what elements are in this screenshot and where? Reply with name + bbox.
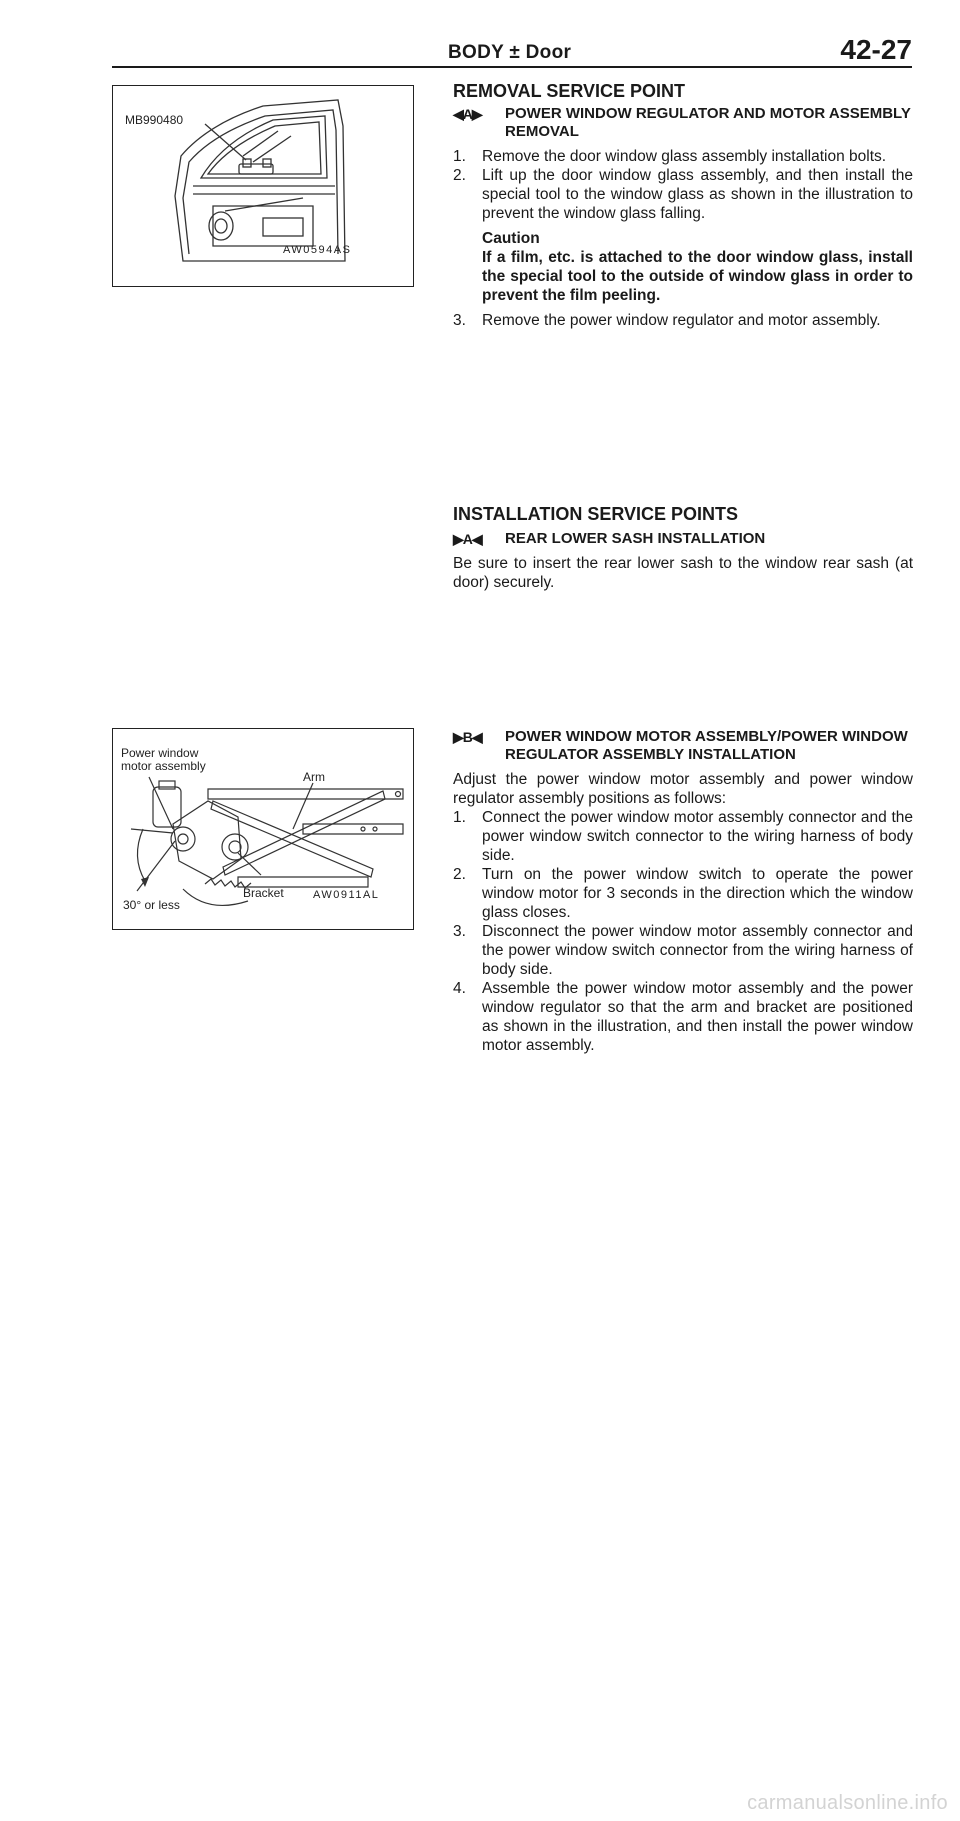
- step-text: Remove the door window glass assembly installation bolts.: [482, 148, 887, 165]
- page-header: [112, 30, 912, 68]
- installation-b-title: POWER WINDOW MOTOR ASSEMBLY/POWER WINDOW REGULATOR ASSEMBLY INSTALLATION: [505, 728, 908, 763]
- installation-b-intro: Adjust the power window motor assembly and power window regulator assembly positions as follows:: [453, 771, 913, 807]
- step-number: 3.: [453, 923, 466, 940]
- removal-step-3: [453, 311, 913, 330]
- caution-title: Caution: [482, 230, 540, 247]
- removal-subheading: [453, 105, 913, 141]
- step-text: Lift up the door window glass assembly, and then install the special tool to the window glass as shown in the illustration to prevent the window glass falling.: [482, 167, 913, 222]
- installation-a-mark: ▶A◀: [453, 531, 482, 547]
- section-title: BODY ± Door: [448, 42, 572, 63]
- figure-regulator-motor: [112, 728, 414, 930]
- installation-a-text: Be sure to insert the rear lower sash to the window rear sash (at door) securely.: [453, 555, 913, 591]
- installation-heading: INSTALLATION SERVICE POINTS: [453, 504, 739, 524]
- step-number: 3.: [453, 312, 466, 329]
- step-text: Connect the power window motor assembly connector and the power window switch connector to the wiring harness of body side.: [482, 809, 913, 864]
- special-tool-label: MB990480: [125, 113, 184, 127]
- removal-heading: REMOVAL SERVICE POINT: [453, 81, 686, 101]
- step-text: Disconnect the power window motor assembly connector and the power window switch connector from the wiring harness of body side.: [482, 923, 913, 978]
- installation-step-1: [453, 808, 913, 865]
- installation-section: [453, 505, 913, 592]
- step-number: 2.: [453, 167, 466, 184]
- figure-door-special-tool: [112, 85, 414, 287]
- step-number: 1.: [453, 148, 466, 165]
- installation-step-4: [453, 979, 913, 1055]
- installation-step-3: [453, 922, 913, 979]
- step-text: Remove the power window regulator and motor assembly.: [482, 312, 881, 329]
- step-text: Turn on the power window switch to operate the power window motor for 3 seconds in the direction which the window glass closes.: [482, 866, 913, 921]
- caution-text: If a film, etc. is attached to the door window glass, install the special tool to the outside of window glass in order to prevent the film peeling.: [482, 249, 913, 304]
- removal-step-1: [453, 147, 913, 166]
- installation-step-2: [453, 865, 913, 922]
- installation-a-title: REAR LOWER SASH INSTALLATION: [505, 530, 766, 547]
- caution-note: [453, 229, 913, 305]
- installation-b-subheading: [453, 728, 913, 764]
- removal-subtitle: POWER WINDOW REGULATOR AND MOTOR ASSEMBLY REMOVAL: [505, 105, 911, 140]
- bracket-label: Bracket: [243, 886, 284, 900]
- angle-label: 30° or less: [123, 898, 180, 912]
- step-number: 1.: [453, 809, 466, 826]
- figure-code: AW0911AL: [313, 889, 380, 901]
- page-number: 42-27: [840, 34, 912, 65]
- removal-section: [453, 82, 913, 330]
- watermark: carmanualsonline.info: [747, 1792, 948, 1814]
- installation-b-mark: ▶B◀: [453, 729, 482, 745]
- installation-a-subheading: [453, 530, 913, 548]
- removal-mark: ◀A▶: [453, 106, 482, 122]
- motor-assembly-label-text: Power window motor assembly: [121, 746, 206, 773]
- step-number: 2.: [453, 866, 466, 883]
- installation-b-section: [453, 728, 913, 1055]
- step-text: Assemble the power window motor assembly and the power window regulator so that the arm and bracket are positioned as shown in the illustration, and then install the power window motor assembly.: [482, 980, 913, 1054]
- arm-label: Arm: [303, 770, 325, 784]
- figure-code: AW0594AS: [283, 244, 352, 256]
- motor-assembly-label: [121, 747, 231, 773]
- removal-step-2: [453, 166, 913, 223]
- step-number: 4.: [453, 980, 466, 997]
